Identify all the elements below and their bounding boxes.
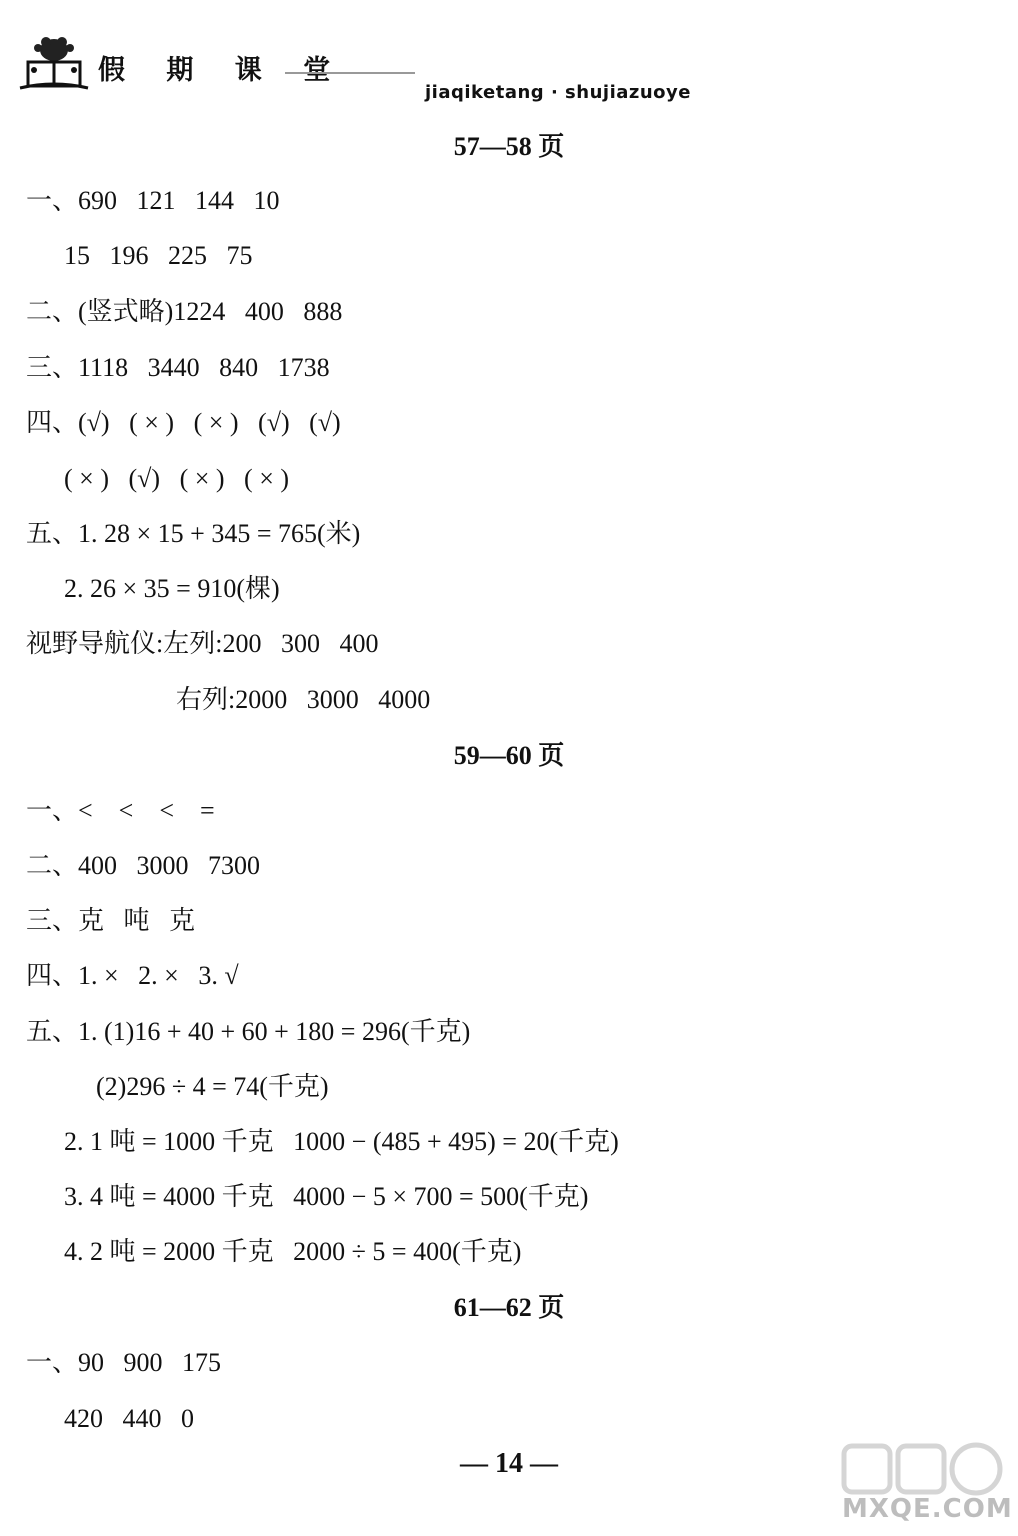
- book-reading-logo-icon: [18, 28, 90, 92]
- answer-line: 一、690 121 144 10: [26, 186, 280, 215]
- answer-line: 三、克 吨 克: [26, 906, 196, 935]
- answer-line: 五、1. (1)16 + 40 + 60 + 180 = 296(千克): [26, 1017, 471, 1046]
- section-heading: 57—58 页: [453, 132, 565, 161]
- section-heading: 61—62 页: [453, 1293, 565, 1322]
- answer-line: 2. 1 吨 = 1000 千克 1000 − (485 + 495) = 20(千克): [64, 1127, 619, 1156]
- answer-line: ( × ) (√) ( × ) ( × ): [64, 464, 290, 493]
- answer-line: 四、(√) ( × ) ( × ) (√) (√): [26, 408, 341, 437]
- answer-line: 一、< < < =: [26, 796, 215, 825]
- watermark-text: MXQE.COM: [842, 1494, 1013, 1524]
- answer-line: 三、1118 3440 840 1738: [26, 353, 330, 382]
- answer-line: 五、1. 28 × 15 + 345 = 765(米): [26, 519, 361, 548]
- answer-line: 2. 26 × 35 = 910(棵): [64, 574, 280, 603]
- header-divider: [285, 72, 415, 74]
- section-heading: 59—60 页: [453, 741, 565, 770]
- header-pinyin: jiaqiketang · shujiazuoye: [425, 82, 691, 103]
- answer-line: 二、(竖式略)1224 400 888: [26, 297, 343, 326]
- header-title: 假 期 课 堂: [98, 55, 347, 86]
- answer-line: (2)296 ÷ 4 = 74(千克): [96, 1072, 329, 1101]
- answer-line: 视野导航仪:左列:200 300 400: [26, 629, 379, 658]
- answer-line: 15 196 225 75: [64, 241, 253, 270]
- answer-line: 右列:2000 3000 4000: [176, 685, 431, 714]
- answer-line: 一、90 900 175: [26, 1348, 222, 1377]
- answer-line: 3. 4 吨 = 4000 千克 4000 − 5 × 700 = 500(千克): [64, 1182, 589, 1211]
- answer-line: 420 440 0: [64, 1404, 194, 1433]
- answer-line: 4. 2 吨 = 2000 千克 2000 ÷ 5 = 400(千克): [64, 1237, 522, 1266]
- answer-line: 二、400 3000 7300: [26, 851, 261, 880]
- page-number: — 14 —: [460, 1448, 558, 1479]
- answer-line: 四、1. × 2. × 3. √: [26, 961, 239, 990]
